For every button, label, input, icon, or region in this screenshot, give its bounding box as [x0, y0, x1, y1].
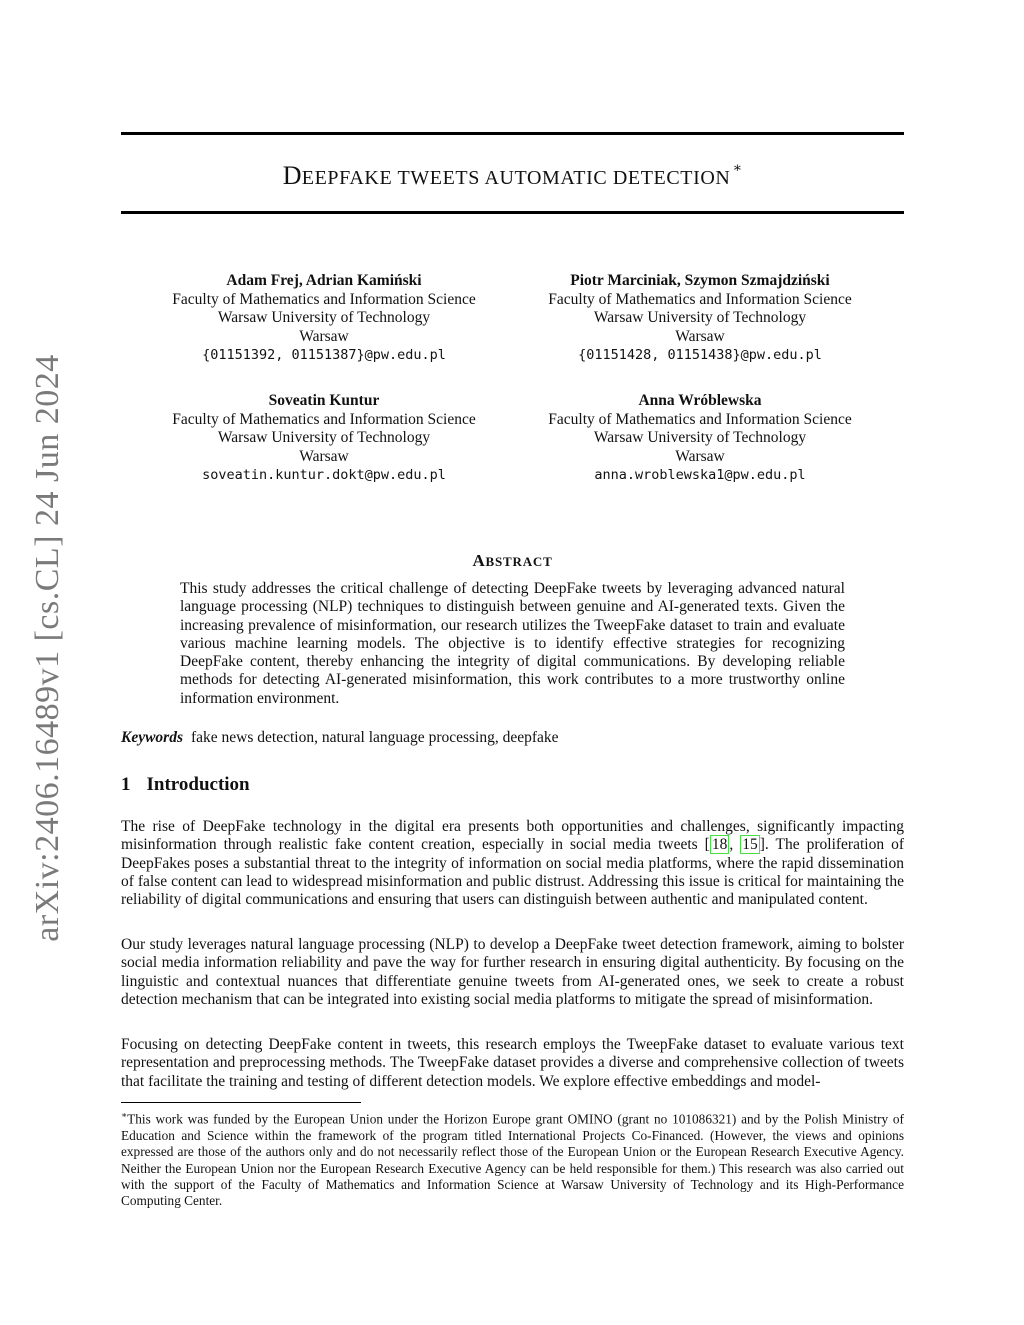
author-names: Piotr Marciniak, Szymon Szmajdziński: [570, 272, 830, 289]
keywords-label: Keywords: [121, 729, 183, 746]
author-email: anna.wroblewska1@pw.edu.pl: [594, 467, 806, 483]
author-names: Adam Frej, Adrian Kamiński: [226, 272, 422, 289]
intro-paragraph-3: Focusing on detecting DeepFake content in tweets, this research employs the TweepFake dataset to evaluate various text representation and preprocessing methods. The TweepFake dataset provides a diverse and comprehensive collection of tweets that facilitate the training and testing of different detection models. We explore effective embeddings and model-: [121, 1036, 904, 1090]
title-rule-bottom: [121, 211, 904, 214]
author-faculty: Faculty of Mathematics and Information Science: [172, 290, 476, 308]
author-university: Warsaw University of Technology: [593, 309, 807, 326]
footnote-text: This work was funded by the European Union under the Horizon Europe grant OMINO (grant no 101086321) and by the Polish Ministry of Education and Science within the framework of the program titled International Projects Co-Financed. (However, the views and opinions expressed are those of the authors only and do not necessarily reflect those of the European Union or the European Research Executive Agency. Neither the European Union nor the European Research Executive Agency can be held responsible for them.) This research was also carried out with the support of the Faculty of Mathematics and Information Science at Warsaw University of Technology and its High-Performance Computing Center.: [121, 1111, 904, 1209]
abstract-heading-initial: A: [472, 551, 486, 570]
abstract-heading-rest: BSTRACT: [485, 554, 553, 569]
title-text: EEPFAKE TWEETS AUTOMATIC DETECTION: [301, 167, 731, 189]
intro-paragraph-1: [121, 818, 904, 909]
citation-separator: ,: [729, 836, 741, 854]
author-block: [134, 392, 514, 485]
citation-link[interactable]: 18: [711, 836, 728, 854]
author-email: {01151392, 01151387}@pw.edu.pl: [202, 347, 446, 363]
intro-paragraph-2: Our study leverages natural language processing (NLP) to develop a DeepFake tweet detection framework, aiming to bolster social media information reliability and pave the way for further research in ensuring digital authenticity. By focusing on the linguistic and contextual nuances that differentiate genuine tweets from AI-generated ones, we seek to create a robust detection mechanism that can be integrated into existing social media platforms to mitigate the spread of misinformation.: [121, 936, 904, 1008]
author-names: Anna Wróblewska: [638, 392, 762, 409]
abstract-heading: [121, 551, 904, 571]
author-block: [510, 272, 890, 365]
title-footnote-marker: ∗: [732, 161, 743, 176]
author-faculty: Faculty of Mathematics and Information Science: [548, 410, 852, 428]
author-faculty: Faculty of Mathematics and Information Science: [172, 410, 476, 428]
section-title: Introduction: [146, 774, 250, 795]
paper-title: [121, 160, 904, 191]
author-block: [134, 272, 514, 365]
author-city: Warsaw: [299, 327, 349, 345]
section-number: 1: [121, 774, 131, 795]
footnote: [121, 1107, 904, 1210]
author-faculty: Faculty of Mathematics and Information Science: [548, 290, 852, 308]
author-city: Warsaw: [675, 327, 725, 345]
author-university: Warsaw University of Technology: [593, 429, 807, 446]
footnote-divider: [121, 1102, 361, 1103]
author-university: Warsaw University of Technology: [217, 429, 431, 446]
abstract-body: This study addresses the critical challenge of detecting DeepFake tweets by leveraging advanced natural language processing (NLP) techniques to distinguish between genuine and AI-generated texts. Given the increasing prevalence of misinformation, our research utilizes the TweepFake dataset to train and evaluate various machine learning models. The objective is to identify effective strategies for recognizing DeepFake content, thereby enhancing the integrity of digital communications. By developing reliable methods for detecting AI-generated misinformation, this work contributes to a more trustworthy online information environment.: [180, 580, 845, 707]
author-city: Warsaw: [299, 447, 349, 465]
title-rule-top: [121, 132, 904, 135]
author-city: Warsaw: [675, 447, 725, 465]
paragraph-text: The rise of DeepFake technology in the digital era presents both opportunities and challenges, significantly impacting misinformation through realistic fake content creation, especially in social media tweets [: [121, 818, 904, 854]
citation-link[interactable]: 15: [742, 836, 758, 854]
section-heading: [121, 774, 250, 796]
author-university: Warsaw University of Technology: [217, 309, 431, 326]
footnote-marker: ∗: [121, 1110, 128, 1120]
arxiv-identifier: arXiv:2406.16489v1 [cs.CL] 24 Jun 2024: [29, 354, 66, 942]
keywords-line: [121, 729, 559, 747]
author-email: {01151428, 01151438}@pw.edu.pl: [578, 347, 822, 363]
author-names: Soveatin Kuntur: [268, 392, 380, 409]
author-email: soveatin.kuntur.dokt@pw.edu.pl: [202, 467, 446, 483]
author-block: [510, 392, 890, 485]
paragraph-text: ]. The proliferation of DeepFakes poses a substantial threat to the integrity of information on social media platforms, where the rapid dissemination of false content can lead to widespread misinformation and public distrust. Addressing this issue is critical for maintaining the reliability of digital communications and ensuring that users can distinguish between authentic and manipulated content.: [121, 836, 904, 909]
title-initial: D: [282, 161, 302, 190]
keywords-value: fake news detection, natural language processing, deepfake: [191, 729, 559, 746]
